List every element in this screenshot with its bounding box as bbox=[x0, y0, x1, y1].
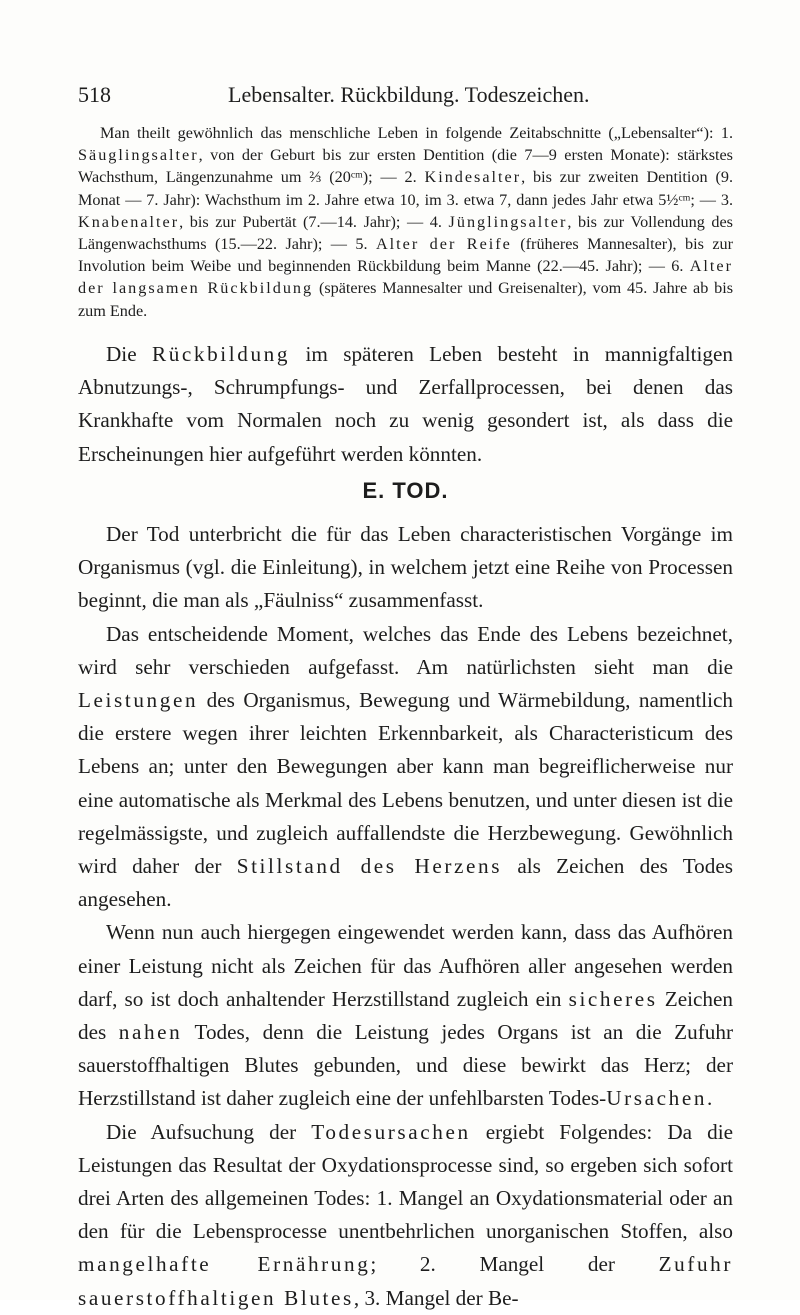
term-sicheres: sicheres bbox=[568, 986, 658, 1011]
text-run: ; 2. Mangel der bbox=[370, 1252, 615, 1277]
rueckbildung-paragraph bbox=[78, 338, 733, 471]
text-run: (früheres Mannesalter), bis zur Involution beim Weibe und beginnenden Rückbildung beim Manne (22.—45. Jahr); — 6. bbox=[78, 235, 734, 276]
text-run: Todes, denn die Leistung jedes Organs ist an die Zufuhr sauerstoffhaltigen Blutes gebunden, und diese bewirkt das Herz; der Herzstillstand ist daher zugleich eine der unfehlbarsten Todes- bbox=[78, 1020, 734, 1111]
text-run: , bis zur zweiten Dentition (9. Monat — 7. Jahr): Wachsthum im 2. Jahre etwa 10, im 3. etwa 7, dann jedes Jahr etwa 5½ bbox=[78, 168, 733, 209]
text-run: , von der Geburt bis zur ersten Dentition (die 7—9 ersten Monate): stärkstes Wachsthum, Längenzunahme um ⅔ (20 bbox=[78, 146, 733, 187]
term-alter-der-langsamen-rueckbildung: Alter der langsamen Rückbildung bbox=[78, 257, 733, 298]
text-run: , bis zur Pubertät (7.—14. Jahr); — 4. bbox=[179, 212, 442, 231]
text-run: Das entscheidende Moment, welches das Ende des Lebens bezeichnet, wird sehr verschieden aufgefasst. Am natürlichsten sieht man die bbox=[78, 621, 733, 679]
life-stages-paragraph bbox=[78, 122, 733, 322]
tod-paragraph-3 bbox=[78, 916, 733, 1115]
text-run: (späteres Mannesalter und Greisenalter), vom 45. Jahre ab bis zum Ende. bbox=[78, 279, 734, 320]
text-run: des Organismus, Bewegung und Wärmebildung, namentlich die erstere wegen ihrer leichten Erkennbarkeit, als Characteristicum des Lebens an; unter den Bewegungen aber kann man begreiflicherweise nur eine automatische als Merkmal des Lebens benutzen, und unter diesen ist die regelmässigste, und zugleich auffallendste die Herzbewegung. Gewöhnlich wird daher der bbox=[78, 688, 734, 879]
tod-paragraph-1: Der Tod unterbricht die für das Leben characteristischen Vorgänge im Organismus (vgl. die Einleitung), in welchem jetzt eine Reihe von Processen beginnt, die man als „Fäulniss“ zusammenfasst. bbox=[78, 522, 733, 613]
text-run: ); — 2. bbox=[362, 168, 417, 187]
unit-superscript: cm bbox=[350, 170, 363, 182]
text-run: , 3. Mangel der Be- bbox=[353, 1285, 519, 1310]
text-run: Die Aufsuchung der bbox=[106, 1119, 297, 1144]
term-saeuglingsalter: Säuglingsalter bbox=[78, 146, 199, 165]
term-alter-der-reife: Alter der Reife bbox=[375, 235, 512, 254]
text-run: als Zeichen des Todes angesehen. bbox=[78, 854, 734, 912]
tod-paragraph-2 bbox=[78, 618, 733, 917]
page-header bbox=[78, 78, 728, 112]
page-number: 518 bbox=[78, 82, 111, 107]
term-nahen: nahen bbox=[118, 1020, 183, 1045]
term-stillstand-des-herzens: Stillstand des Herzens bbox=[236, 854, 503, 879]
text-run: , bis zur Vollendung des Längenwachsthums (15.—22. Jahr); — 5. bbox=[78, 212, 733, 254]
term-todesursachen: Todesursachen bbox=[311, 1119, 471, 1144]
tod-section-body bbox=[78, 518, 733, 1315]
text-run: Zeichen des bbox=[78, 986, 733, 1045]
term-ursachen: Ursachen bbox=[606, 1086, 708, 1111]
term-rueckbildung: Rückbildung bbox=[151, 342, 291, 366]
unit-superscript: cm bbox=[678, 192, 691, 204]
text-run: . bbox=[707, 1086, 713, 1111]
running-title: Lebensalter. Rückbildung. Todeszeichen. bbox=[228, 82, 590, 107]
term-juenglingsalter: Jünglingsalter bbox=[448, 212, 568, 231]
term-zufuhr-sauerstoffhaltigen-blutes: Zufuhr sauerstoffhaltigen Blutes bbox=[78, 1252, 733, 1310]
paragraph bbox=[78, 122, 733, 322]
tod-paragraph-4 bbox=[78, 1116, 733, 1315]
section-heading: E. TOD. bbox=[362, 478, 449, 503]
text-run: ; — 3. bbox=[690, 190, 734, 209]
term-knabenalter: Knabenalter bbox=[78, 212, 180, 231]
paragraph bbox=[78, 338, 733, 471]
term-mangelhafte-ernaehrung: mangelhafte Ernährung bbox=[78, 1252, 371, 1277]
text-run: Wenn nun auch hiergegen eingewendet werden kann, dass das Aufhören einer Leistung nicht als Zeichen für das Aufhören aller angesehen werden darf, so ist doch anhaltender Herzstillstand zugleich ein bbox=[78, 920, 733, 1011]
text-run: ergiebt Folgendes: Da die Leistungen das Resultat der Oxydationsprocesse sind, so ergeben sich sofort drei Arten des allgemeinen Todes: 1. Mangel an Oxydationsmaterial oder an den für die Lebensprocesse unentbehrlichen unorganischen Stoffen, also bbox=[78, 1119, 734, 1244]
text-run: im späteren Leben besteht in mannigfaltigen Abnutzungs-, Schrumpfungs- und Zerfallprocessen, bei denen das Krankhafte vom Normalen noch zu wenig gesondert ist, als dass die Erscheinungen hier aufgeführt werden könnten. bbox=[78, 342, 734, 466]
text-run: Man theilt gewöhnlich das menschliche Leben in folgende Zeitabschnitte („Lebensalter“): 1. bbox=[100, 124, 733, 142]
term-leistungen: Leistungen bbox=[78, 688, 199, 713]
text-run: Die bbox=[106, 342, 137, 366]
term-kindesalter: Kindesalter bbox=[424, 168, 522, 187]
